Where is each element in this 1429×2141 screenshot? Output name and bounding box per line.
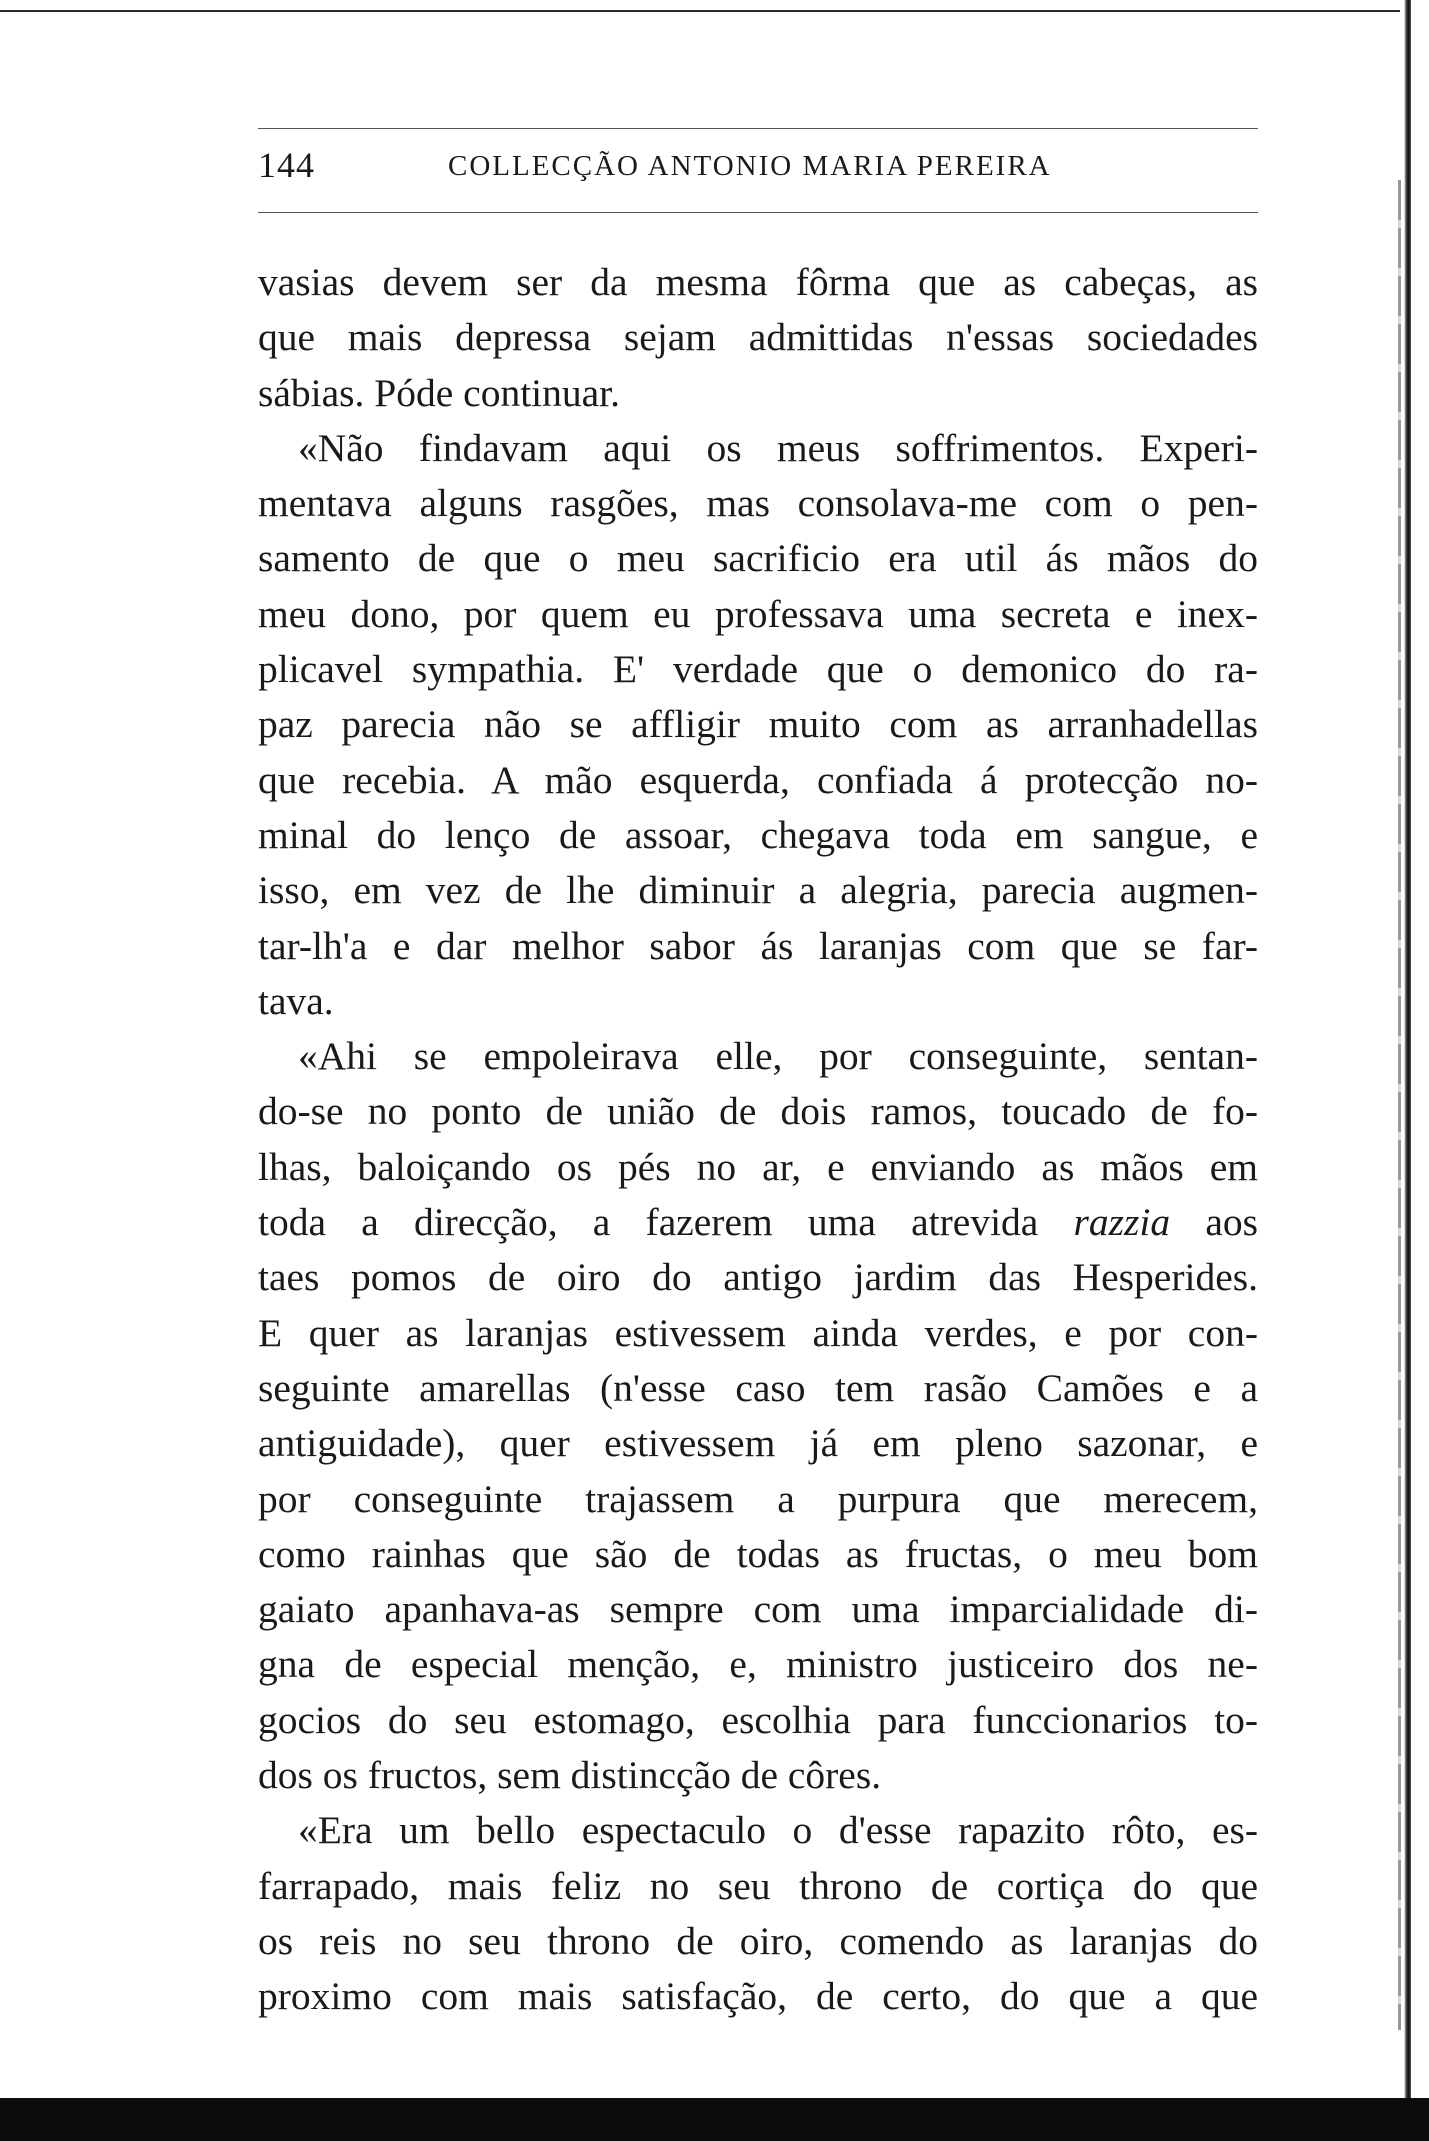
running-head: COLLECÇÃO ANTONIO MARIA PEREIRA <box>448 150 1052 182</box>
top-page-edge-rule <box>0 10 1400 12</box>
text-line: vasias devem ser da mesma fôrma que as cabeças, as <box>258 260 1258 304</box>
text-line: do-se no ponto de união de dois ramos, toucado de fo- <box>258 1089 1258 1134</box>
page-header <box>258 120 1258 220</box>
page-number: 144 <box>258 145 315 185</box>
paragraph <box>258 421 1258 1029</box>
text-line: proximo com mais satisfação, de certo, do que a que <box>258 1974 1258 2019</box>
text-line: tar-lh'a e dar melhor sabor ás laranjas com que se far- <box>258 923 1258 968</box>
text-line: gna de especial menção, e, ministro justiceiro dos ne- <box>258 1642 1258 1687</box>
paragraph <box>258 1029 1258 1803</box>
text-line: plicavel sympathia. E' verdade que o demonico do ra- <box>258 647 1258 692</box>
text-fragment: aos <box>1205 1200 1258 1245</box>
text-line: farrapado, mais feliz no seu throno de cortiça do que <box>258 1863 1258 1908</box>
text-line: E quer as laranjas estivessem ainda verdes, e por con- <box>258 1310 1258 1355</box>
text-line: que recebia. A mão esquerda, confiada á protecção no- <box>258 757 1258 802</box>
text-line: antiguidade), quer estivessem já em pleno sazonar, e <box>258 1421 1258 1466</box>
header-rule-top <box>258 128 1258 129</box>
text-line: tava. <box>258 978 334 1023</box>
italic-word: razzia <box>1073 1200 1171 1245</box>
text-line: sábias. Póde continuar. <box>258 370 621 415</box>
text-line: meu dono, por quem eu professava uma secreta e inex- <box>258 591 1258 636</box>
text-line: gaiato apanhava-as sempre com uma imparcialidade di- <box>258 1587 1258 1632</box>
text-line: paz parecia não se affligir muito com as arranhadellas <box>258 702 1258 747</box>
header-rule-bottom <box>258 212 1258 213</box>
text-line: «Não findavam aqui os meus soffrimentos. Experi- <box>298 425 1258 470</box>
text-line: dos os fructos, sem distincção de côres. <box>258 1753 882 1798</box>
text-line: isso, em vez de lhe diminuir a alegria, parecia augmen- <box>258 868 1258 913</box>
text-fragment: toda a direcção, a fazerem uma atrevida <box>258 1200 1039 1245</box>
right-binding-edge <box>1404 0 1411 2141</box>
text-line: «Era um bello espectaculo o d'esse rapazito rôto, es- <box>298 1808 1258 1853</box>
text-line: os reis no seu throno de oiro, comendo as laranjas do <box>258 1918 1258 1963</box>
text-line: seguinte amarellas (n'esse caso tem rasão Camões e a <box>258 1365 1258 1410</box>
text-line: minal do lenço de assoar, chegava toda em sangue, e <box>258 812 1258 857</box>
text-line: gocios do seu estomago, escolhia para funccionarios to- <box>258 1697 1258 1742</box>
text-line: samento de que o meu sacrificio era util ás mãos do <box>258 536 1258 581</box>
text-line: lhas, baloiçando os pés no ar, e enviando as mãos em <box>258 1144 1258 1189</box>
text-line: mentava alguns rasgões, mas consolava-me com o pen- <box>258 481 1258 526</box>
text-line: como rainhas que são de todas as fructas, o meu bom <box>258 1531 1258 1576</box>
right-binding-shadow <box>1398 180 1401 2030</box>
text-line: que mais depressa sejam admittidas n'essas sociedades <box>258 315 1258 360</box>
text-line: por conseguinte trajassem a purpura que merecem, <box>258 1476 1258 1521</box>
text-line: taes pomos de oiro do antigo jardim das Hesperides. <box>258 1255 1258 1300</box>
bottom-scan-border <box>0 2098 1429 2141</box>
paragraph <box>258 1803 1258 2024</box>
text-line: «Ahi se empoleirava elle, por conseguinte, sentan- <box>298 1034 1258 1079</box>
text-line-with-italic <box>258 1195 1258 1250</box>
body-text <box>258 255 1258 2025</box>
paragraph <box>258 255 1258 421</box>
